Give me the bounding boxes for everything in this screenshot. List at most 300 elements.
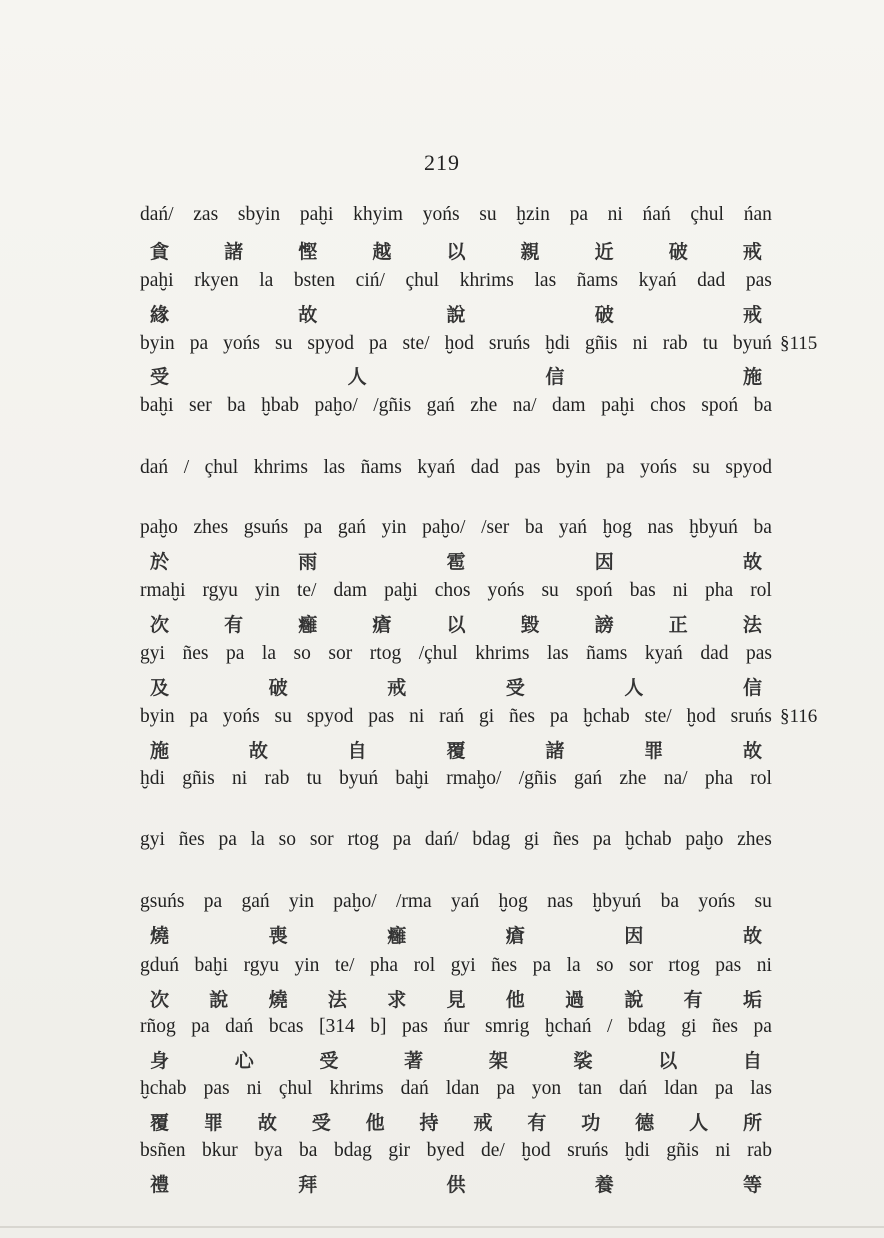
word: /gñis [373, 395, 412, 416]
chinese-char: 罪 [644, 740, 664, 762]
chinese-char: 因 [594, 551, 614, 573]
word: ñes [508, 706, 535, 727]
word: spyod [307, 333, 354, 354]
word: rtog [668, 955, 700, 976]
chinese-char: 雹 [446, 551, 466, 573]
chinese-char: 法 [327, 989, 347, 1011]
tibetan-line [140, 955, 772, 977]
chinese-char: 故 [742, 925, 762, 947]
word: pa [714, 1078, 734, 1099]
tibetan-line [140, 333, 772, 355]
chinese-char: 次 [150, 989, 170, 1011]
word: ḫchab [140, 1078, 187, 1099]
word: su [479, 204, 497, 225]
word: dam [333, 580, 368, 601]
tibetan-line [140, 891, 772, 913]
word: pas [514, 457, 541, 478]
word: bas [629, 580, 656, 601]
word: ñes [491, 955, 518, 976]
word: ni [756, 955, 772, 976]
word: rol [750, 768, 772, 789]
chinese-char: 覆 [150, 1112, 170, 1134]
word: yin [294, 955, 320, 976]
word: yońs [487, 580, 525, 601]
word: yońs [422, 204, 460, 225]
word: yon [531, 1078, 562, 1099]
chinese-char: 求 [387, 989, 407, 1011]
word: sor [628, 955, 653, 976]
chinese-char: 罪 [203, 1112, 223, 1134]
chinese-char: 受 [505, 677, 525, 699]
word: gań [573, 768, 603, 789]
word: yin [254, 580, 280, 601]
word: dań [225, 1016, 254, 1037]
chinese-char: 人 [624, 677, 644, 699]
word: pha [704, 768, 734, 789]
chinese-char: 及 [150, 677, 170, 699]
tibetan-line [140, 457, 772, 479]
tibetan-line [140, 1016, 772, 1038]
chinese-char: 見 [446, 989, 466, 1011]
chinese-char: 供 [446, 1174, 466, 1196]
word: su [754, 891, 772, 912]
chinese-char: 戒 [387, 677, 407, 699]
word: yań [451, 891, 480, 912]
chinese-char: 以 [446, 614, 466, 636]
chinese-char: 德 [635, 1112, 655, 1134]
word: çhul [690, 204, 724, 225]
word: ñes [178, 829, 205, 850]
word: rkyen [194, 270, 239, 291]
word: rol [750, 580, 772, 601]
word: paḫo [685, 829, 724, 850]
word: bcas [268, 1016, 304, 1037]
chinese-char: 人 [347, 366, 367, 388]
tibetan-line [140, 1078, 772, 1100]
word: baḫi [395, 768, 429, 789]
word: tan [578, 1078, 602, 1099]
word: gyi [140, 829, 165, 850]
word: ni [632, 333, 648, 354]
word: paḫo [140, 517, 178, 538]
word: baḫi [194, 955, 229, 976]
chinese-char: 諸 [224, 241, 244, 263]
chinese-char: 故 [248, 740, 268, 762]
word: yin [289, 891, 314, 912]
word: so [278, 829, 296, 850]
chinese-gloss-row [150, 1108, 762, 1135]
word: kyań [638, 270, 677, 291]
chinese-char: 破 [268, 677, 288, 699]
word: khrims [475, 643, 530, 664]
word: zas [193, 204, 219, 225]
word: ḫdi [140, 768, 165, 789]
word: su [541, 580, 559, 601]
word: rab [747, 1140, 772, 1161]
word: la [250, 829, 265, 850]
chinese-char: 慳 [298, 241, 318, 263]
tibetan-line [140, 270, 772, 292]
section-marker: §115 [780, 333, 818, 354]
word: tu [306, 768, 322, 789]
chinese-char: 破 [594, 304, 614, 326]
word: sor [309, 829, 334, 850]
word: pa [189, 706, 208, 727]
chinese-char: 近 [594, 241, 614, 263]
chinese-char: 破 [668, 241, 688, 263]
chinese-gloss-row [150, 673, 762, 700]
tibetan-line [140, 517, 772, 539]
word: dad [700, 643, 729, 664]
word: rab [662, 333, 688, 354]
page-edge-line [0, 1226, 884, 1228]
word: paḫo/ [314, 395, 358, 416]
word: dań/ [424, 829, 459, 850]
chinese-char: 施 [742, 366, 762, 388]
word: paḫo/ [422, 517, 466, 538]
word: nas [547, 891, 574, 912]
word: ba [299, 1140, 318, 1161]
word: gsuńs [243, 517, 289, 538]
word: gań [337, 517, 366, 538]
word: rol [413, 955, 436, 976]
word: gi [524, 829, 540, 850]
chinese-gloss-row [150, 736, 762, 763]
word: rab [264, 768, 290, 789]
word: ser [189, 395, 212, 416]
chinese-gloss-row [150, 985, 762, 1012]
chinese-char: 他 [505, 989, 525, 1011]
word: bkur [202, 1140, 238, 1161]
chinese-char: 癰 [298, 614, 318, 636]
tibetan-line [140, 829, 772, 851]
chinese-char: 以 [658, 1050, 678, 1072]
word: dań [140, 457, 169, 478]
word: ḫbab [261, 395, 299, 416]
word: na/ [512, 395, 537, 416]
word: yań [558, 517, 588, 538]
word: ḫod [686, 706, 716, 727]
chinese-char: 故 [742, 551, 762, 573]
chinese-char: 裟 [573, 1050, 593, 1072]
word: su [692, 457, 710, 478]
word: gi [681, 1016, 697, 1037]
chinese-char: 戒 [742, 304, 762, 326]
chinese-char: 於 [150, 551, 170, 573]
word: chos [434, 580, 471, 601]
chinese-char: 他 [365, 1112, 385, 1134]
tibetan-line [140, 1140, 772, 1162]
word: ñams [360, 457, 402, 478]
word: rmaḫi [140, 580, 186, 601]
word: pa [203, 891, 223, 912]
word: gań [241, 891, 270, 912]
word: çhul [405, 270, 440, 291]
word: ba [753, 517, 772, 538]
word: nas [647, 517, 674, 538]
word: dad [470, 457, 499, 478]
word: ñams [586, 643, 628, 664]
word: pa [532, 955, 552, 976]
word: byuń [339, 768, 379, 789]
word: sruńs [730, 706, 772, 727]
word: rgyu [202, 580, 238, 601]
word: pas [745, 270, 772, 291]
word: las [546, 643, 569, 664]
tibetan-line [140, 768, 772, 790]
word: pas [203, 1078, 230, 1099]
word: dań/ [140, 204, 174, 225]
word: ba [227, 395, 246, 416]
word: zhe [619, 768, 647, 789]
word: pa [191, 1016, 210, 1037]
word: zhes [193, 517, 229, 538]
word: chos [650, 395, 686, 416]
word: /rma [395, 891, 432, 912]
word: ni [246, 1078, 262, 1099]
word: gñis [182, 768, 215, 789]
word: rtog [369, 643, 402, 664]
chinese-char: 持 [419, 1112, 439, 1134]
chinese-char: 貪 [150, 241, 170, 263]
word: yońs [223, 333, 260, 354]
chinese-char: 諸 [545, 740, 565, 762]
chinese-char: 因 [624, 925, 644, 947]
word: gñis [585, 333, 618, 354]
word: yońs [698, 891, 736, 912]
chinese-char: 受 [150, 366, 170, 388]
word: ḫog [602, 517, 632, 538]
word: gań [426, 395, 455, 416]
word: kyań [417, 457, 456, 478]
word: ste/ [644, 706, 672, 727]
word: pa [549, 706, 569, 727]
word: pa [189, 333, 209, 354]
chinese-char: 禮 [150, 1174, 170, 1196]
word: khrims [253, 457, 308, 478]
word: paḫi [140, 270, 174, 291]
word: ldan [664, 1078, 698, 1099]
word: gñis [666, 1140, 699, 1161]
word: las [534, 270, 557, 291]
word: su [275, 333, 293, 354]
word: gi [478, 706, 495, 727]
word: la [259, 270, 274, 291]
chinese-char: 毀 [520, 614, 540, 636]
chinese-char: 有 [224, 614, 244, 636]
word: pa [218, 829, 237, 850]
word: yońs [640, 457, 677, 478]
chinese-gloss-row [150, 237, 762, 264]
chinese-char: 次 [150, 614, 170, 636]
word: spoń [701, 395, 739, 416]
word: ni [672, 580, 688, 601]
word: ḫod [521, 1140, 551, 1161]
word: byin [556, 457, 591, 478]
word: paḫi [384, 580, 418, 601]
word: paḫo/ [333, 891, 377, 912]
word: paḫi [601, 395, 635, 416]
word: sbyin [237, 204, 281, 225]
word: ba [524, 517, 544, 538]
word: gduń [140, 955, 179, 976]
chinese-char: 說 [446, 304, 466, 326]
word: ḫchab [583, 706, 630, 727]
chinese-char: 受 [319, 1050, 339, 1072]
chinese-char: 所 [742, 1112, 762, 1134]
word: bsten [293, 270, 336, 291]
chinese-char: 著 [404, 1050, 424, 1072]
chinese-char: 親 [520, 241, 540, 263]
word: ba [753, 395, 772, 416]
word: rmaḫo/ [446, 768, 502, 789]
word: paḫi [299, 204, 334, 225]
word: ste/ [402, 333, 430, 354]
word: spyod [725, 457, 772, 478]
chinese-char: 故 [742, 740, 762, 762]
chinese-gloss-row [150, 921, 762, 948]
word: ḫog [498, 891, 528, 912]
word: gyi [140, 643, 165, 664]
word: ñams [576, 270, 618, 291]
word: su [274, 706, 292, 727]
chinese-gloss-row [150, 300, 762, 327]
chinese-char: 癰 [387, 925, 407, 947]
tibetan-line [140, 706, 772, 728]
word: ni [232, 768, 248, 789]
word: /ser [481, 517, 510, 538]
word: khrims [459, 270, 514, 291]
word: smrig [484, 1016, 530, 1037]
word: tu [702, 333, 718, 354]
chinese-char: 以 [446, 241, 466, 263]
chinese-char: 喪 [268, 925, 288, 947]
word: yońs [222, 706, 260, 727]
word: ḫdi [545, 333, 570, 354]
chinese-char: 瘡 [372, 614, 392, 636]
page-number: 219 [424, 150, 460, 175]
chinese-gloss-row [150, 1046, 762, 1073]
chinese-gloss-row [150, 610, 762, 637]
word: /gñis [518, 768, 557, 789]
word: sruńs [488, 333, 531, 354]
word: pa [369, 333, 388, 354]
chinese-char: 覆 [446, 740, 466, 762]
chinese-char: 架 [488, 1050, 508, 1072]
word: khrims [329, 1078, 384, 1099]
word: bdag [333, 1140, 372, 1161]
chinese-char: 有 [527, 1112, 547, 1134]
chinese-char: 謗 [594, 614, 614, 636]
word: b] [370, 1016, 387, 1037]
chinese-char: 說 [209, 989, 229, 1011]
chinese-char: 信 [545, 366, 565, 388]
word: pa [496, 1078, 515, 1099]
tibetan-line [140, 643, 772, 665]
word: rñog [140, 1016, 176, 1037]
chinese-gloss-row [150, 362, 762, 389]
word: khyim [353, 204, 403, 225]
word: pa [392, 829, 412, 850]
word: ciń/ [355, 270, 385, 291]
word: ḫbyuń [592, 891, 642, 912]
word: / [183, 457, 190, 478]
chinese-char: 故 [298, 304, 318, 326]
word: çhul [204, 457, 239, 478]
word: la [566, 955, 581, 976]
word: ńan [743, 204, 772, 225]
word: ba [660, 891, 679, 912]
word: /çhul [418, 643, 458, 664]
word: pha [704, 580, 734, 601]
word: ḫod [444, 333, 474, 354]
word: pha [369, 955, 399, 976]
chinese-char: 越 [372, 241, 392, 263]
word: ḫzin [516, 204, 550, 225]
tibetan-line [140, 580, 772, 602]
chinese-char: 受 [311, 1112, 331, 1134]
word: byuń [732, 333, 772, 354]
word: gir [388, 1140, 411, 1161]
chinese-char: 身 [150, 1050, 170, 1072]
word: las [323, 457, 346, 478]
word: pa [592, 829, 612, 850]
chinese-char: 自 [347, 740, 367, 762]
chinese-char: 正 [668, 614, 688, 636]
chinese-char: 燒 [150, 925, 170, 947]
word: te/ [296, 580, 317, 601]
word: pa [225, 643, 245, 664]
chinese-char: 緣 [150, 304, 170, 326]
word: / [606, 1016, 613, 1037]
word: pa [303, 517, 323, 538]
word: zhe [470, 395, 498, 416]
word: byin [140, 706, 175, 727]
tibetan-line [140, 395, 772, 417]
word: pa [606, 457, 625, 478]
word: ḫdi [624, 1140, 650, 1161]
word: sruńs [567, 1140, 609, 1161]
chinese-char: 燒 [268, 989, 288, 1011]
word: ñes [182, 643, 209, 664]
word: [314 [318, 1016, 355, 1037]
word: bdag [627, 1016, 666, 1037]
chinese-char: 法 [742, 614, 762, 636]
word: pa [569, 204, 588, 225]
word: byed [426, 1140, 465, 1161]
chinese-char: 功 [581, 1112, 601, 1134]
chinese-char: 施 [150, 740, 170, 762]
word: pas [368, 706, 395, 727]
word: dań [619, 1078, 648, 1099]
word: baḫi [140, 395, 174, 416]
word: ni [715, 1140, 731, 1161]
word: zhes [737, 829, 772, 850]
word: gsuńs [140, 891, 185, 912]
word: ni [409, 706, 425, 727]
word: pa [753, 1016, 772, 1037]
word: ḫchań [544, 1016, 592, 1037]
word: rgyu [243, 955, 279, 976]
word: na/ [663, 768, 688, 789]
word: ḫchab [625, 829, 672, 850]
tibetan-line [140, 204, 772, 226]
word: ḫbyuń [689, 517, 738, 538]
word: ńań [642, 204, 671, 225]
chinese-char: 雨 [298, 551, 318, 573]
chinese-char: 拜 [298, 1174, 318, 1196]
chinese-char: 信 [742, 677, 762, 699]
